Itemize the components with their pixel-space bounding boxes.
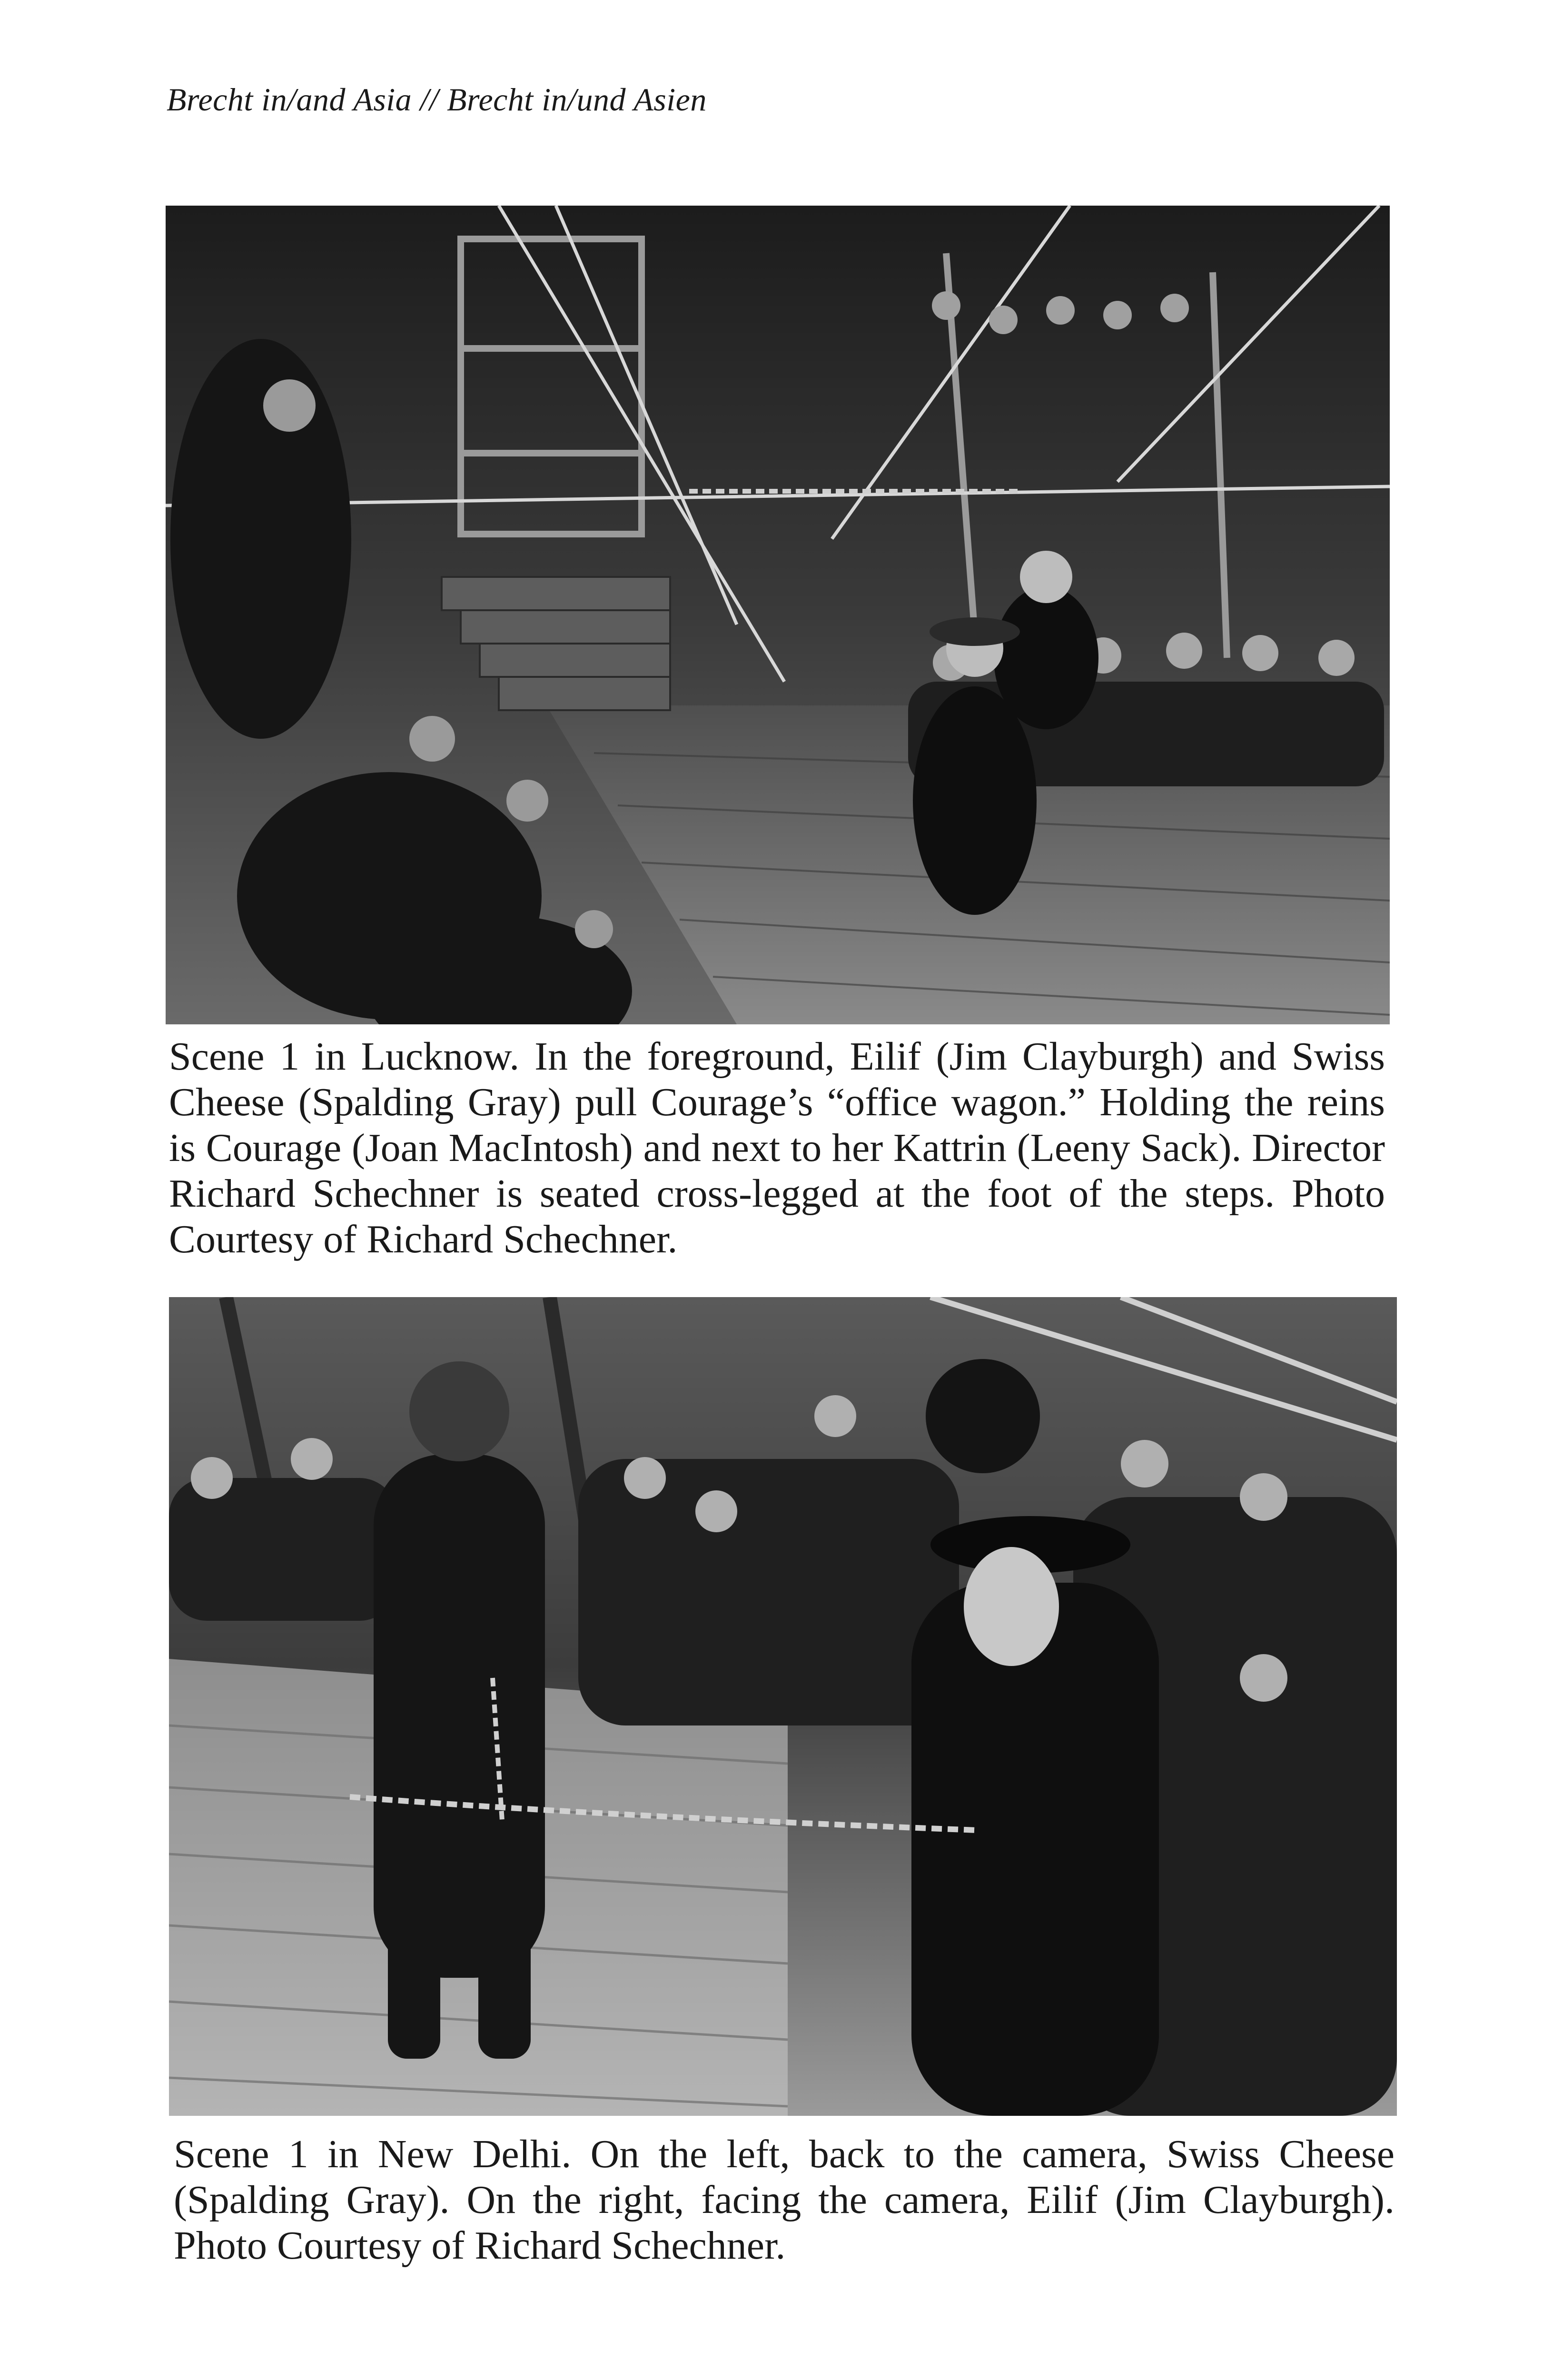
photo-caption-new-delhi: Scene 1 in New Delhi. On the left, back to the camera, Swiss Cheese (Spalding Gray). On the right, facing the camera, Eilif (Jim Clayburgh). Photo Courtesy of Richard Schechner.: [174, 2132, 1395, 2268]
photo-new-delhi-scene: [169, 1297, 1397, 2116]
photo-caption-lucknow: Scene 1 in Lucknow. In the foreground, Eilif (Jim Clayburgh) and Swiss Cheese (Spalding Gray) pull Courage’s “office wagon.” Holding the reins is Courage (Joan MacIntosh) and next to her Kattrin (Leeny Sack). Director Richard Schechner is seated cross-legged at the foot of the steps. Photo Courtesy of Richard Schechner.: [169, 1034, 1385, 1261]
running-head: Brecht in/and Asia // Brecht in/und Asien: [167, 81, 707, 118]
photo-lucknow-scene: [166, 206, 1390, 1024]
